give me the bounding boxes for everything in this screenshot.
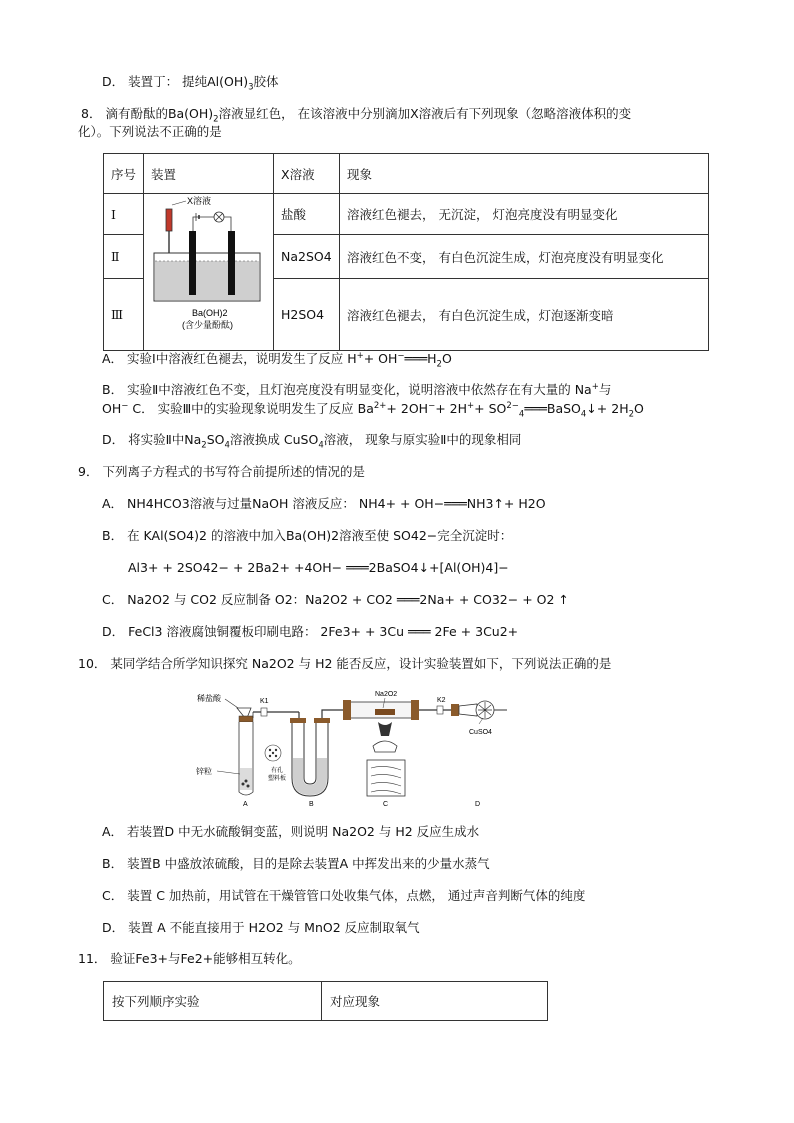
question-number: 11．	[78, 951, 107, 966]
subscript: 4	[318, 440, 324, 451]
option-text: + 2H	[435, 401, 467, 416]
stopper-icon	[239, 716, 253, 722]
header-cell: 现象	[340, 154, 709, 194]
x-solution-label: X溶液	[187, 195, 212, 206]
plate-label: 有孔	[271, 768, 284, 774]
table-header-row	[104, 982, 548, 1021]
option-label: A．	[102, 351, 124, 366]
option-text: 将实验Ⅱ中Na	[128, 432, 202, 447]
q7-option-d	[102, 73, 279, 91]
option-label: B．	[102, 528, 124, 543]
question-number: 8．	[81, 106, 102, 121]
option-text: 在 KAl(SO4)2 的溶液中加入Ba(OH)2溶液至使 SO42−完全沉淀时：	[127, 528, 513, 543]
q8-stem-line2: 化）。下列说法不正确的是	[78, 124, 222, 139]
table-header-row	[104, 154, 709, 194]
flame-icon	[378, 722, 392, 736]
q8-option-b	[102, 381, 611, 399]
option-text: ═══BaSO	[524, 401, 581, 416]
header-cell: 对应现象	[322, 982, 548, 1021]
acid-label: 稀盐酸	[197, 694, 221, 703]
stem-text: 下列离子方程式的书写符合前提所述的情况的是	[102, 464, 365, 479]
q10-stem	[78, 655, 611, 673]
label-a: A	[243, 801, 248, 808]
option-label: D．	[102, 624, 125, 639]
q11-stem	[78, 950, 301, 968]
superscript: −	[121, 400, 129, 411]
option-label: B．	[102, 382, 124, 397]
label-d: D	[475, 801, 481, 808]
q10-option-c	[102, 887, 585, 905]
option-text: NH4HCO3溶液与过量NaOH 溶液反应： NH4+ + OH−═══NH3↑+ H2O	[127, 496, 546, 511]
stem-text: 滴有酚酞的Ba(OH)	[105, 106, 214, 121]
row-number: Ⅱ	[104, 235, 144, 279]
option-text: 装置 C 加热前，用试管在干燥管管口处收集气体，点燃， 通过声音判断气体的纯度	[127, 888, 586, 903]
table-row	[104, 194, 709, 235]
option-label: D．	[102, 74, 125, 89]
option-text: 实验Ⅱ中溶液红色不变，且灯泡亮度没有明显变化，说明溶液中依然存在有大量的 Na	[127, 382, 592, 397]
option-text: + OH	[363, 351, 398, 366]
apparatus-cell	[144, 194, 274, 351]
q9-option-b	[102, 527, 512, 545]
k2-label: K2	[437, 697, 446, 704]
x-solution: Na2SO4	[274, 235, 340, 279]
solution-fill	[155, 261, 259, 300]
option-label: A．	[102, 824, 124, 839]
alcohol-lamp-icon	[373, 741, 397, 752]
plate-label: 塑料板	[268, 776, 287, 782]
option-text: 装置 A 不能直接用于 H2O2 与 MnO2 反应制取氧气	[128, 920, 420, 935]
stem-text: 溶液显红色， 在该溶液中分别滴加X溶液后有下列现象（忽略溶液体积的变	[218, 106, 632, 121]
q10-option-d	[102, 919, 420, 937]
k2-valve-icon	[437, 706, 443, 714]
header-cell: 装置	[144, 154, 274, 194]
phenomenon: 溶液红色褪去， 无沉淀， 灯泡亮度没有明显变化	[340, 194, 709, 235]
q8-option-d	[102, 431, 521, 449]
label-b: B	[309, 801, 314, 808]
option-text: 若装置D 中无水硫酸铜变蓝，则说明 Na2O2 与 H2 反应生成水	[127, 824, 480, 839]
q10-option-a	[102, 823, 479, 841]
option-text: OH	[102, 401, 122, 416]
option-text: 胶体	[253, 74, 279, 89]
option-text: + SO	[474, 401, 507, 416]
hydrogen-apparatus-diagram	[195, 688, 525, 810]
beaker-label: (含少量酚酞)	[182, 319, 233, 330]
zinc-label: 锌粒	[196, 767, 212, 776]
option-text: ═══H	[404, 351, 437, 366]
na2o2-sample	[375, 709, 395, 715]
option-label: D．	[102, 432, 125, 447]
electrode-icon	[228, 231, 235, 295]
subscript: 4	[518, 409, 525, 420]
k1-label: K1	[260, 698, 269, 705]
subscript: 2	[436, 359, 442, 370]
header-cell: X溶液	[274, 154, 340, 194]
subscript: 2	[201, 440, 207, 451]
stem-text: 验证Fe3+与Fe2+能够相互转化。	[110, 951, 301, 966]
superscript: 2−	[506, 400, 519, 411]
q9-option-b-equation: Al3+ + 2SO42− + 2Ba2+ +4OH− ═══2BaSO4↓+[Al(OH)4]−	[128, 560, 509, 575]
option-text: 实验Ⅰ中溶液红色褪去，说明发生了反应 H	[127, 351, 357, 366]
option-text: 实验Ⅲ中的实验现象说明发生了反应 Ba	[157, 401, 374, 416]
q9-option-c	[102, 591, 569, 609]
option-label: B．	[102, 856, 124, 871]
option-label: C．	[128, 401, 154, 416]
question-number: 9．	[78, 464, 99, 479]
row-number: Ⅰ	[104, 194, 144, 235]
q8-stem	[81, 105, 631, 123]
x-solution: H2SO4	[274, 279, 340, 351]
k1-valve-icon	[261, 708, 267, 716]
subscript: 4	[224, 440, 230, 451]
subscript: 3	[248, 82, 254, 93]
option-text: ↓+ 2H	[586, 401, 629, 416]
q9-option-d	[102, 623, 518, 641]
subscript: 2	[213, 114, 219, 125]
stem-text: 某同学结合所学知识探究 Na2O2 与 H2 能否反应，设计实验装置如下，下列说法正确的是	[110, 656, 612, 671]
phenomenon: 溶液红色褪去， 有白色沉淀生成，灯泡逐渐变暗	[340, 279, 709, 351]
option-text: 装置丁： 提纯Al(OH)	[128, 74, 249, 89]
q10-option-b	[102, 855, 490, 873]
superscript: +	[356, 350, 364, 361]
row-number: Ⅲ	[104, 279, 144, 351]
option-label: A．	[102, 496, 124, 511]
q9-stem	[78, 463, 365, 481]
subscript: 2	[628, 409, 635, 420]
q8-table	[103, 153, 709, 351]
superscript: −	[428, 400, 436, 411]
dropper-bulb-icon	[166, 209, 172, 231]
option-text: 装置B 中盛放浓硫酸，目的是除去装置A 中挥发出来的少量水蒸气	[127, 856, 490, 871]
label-c: C	[383, 801, 389, 808]
drying-tube-icon	[459, 704, 477, 716]
beaker-label: Ba(OH)2	[192, 307, 228, 318]
q8-option-b-c-line	[102, 400, 644, 418]
option-label: C．	[102, 592, 124, 607]
cuso4-label: CuSO4	[469, 729, 492, 736]
option-text: Na2O2 与 CO2 反应制备 O2：Na2O2 + CO2 ═══2Na+ + CO32− + O2 ↑	[127, 592, 569, 607]
q10-apparatus-figure	[195, 688, 525, 813]
option-label: D．	[102, 920, 125, 935]
conductivity-apparatus-diagram	[144, 195, 274, 347]
phenomenon: 溶液红色不变， 有白色沉淀生成，灯泡亮度没有明显变化	[340, 235, 709, 279]
superscript: +	[591, 381, 599, 392]
header-cell: 按下列顺序实验	[104, 982, 322, 1021]
superscript: +	[467, 400, 475, 411]
option-text: SO	[206, 432, 225, 447]
option-text: O	[441, 351, 452, 366]
q11-table	[103, 981, 548, 1021]
option-text: O	[634, 401, 644, 416]
superscript: −	[397, 350, 405, 361]
header-cell: 序号	[104, 154, 144, 194]
superscript: 2+	[373, 400, 387, 411]
option-text: + 2OH	[386, 401, 429, 416]
q9-option-a	[102, 495, 546, 513]
option-text: 溶液， 现象与原实验Ⅱ中的现象相同	[323, 432, 522, 447]
option-label: C．	[102, 888, 124, 903]
option-text: 溶液换成 CuSO	[229, 432, 319, 447]
electrode-icon	[189, 231, 196, 295]
q8-option-a	[102, 350, 452, 368]
x-solution: 盐酸	[274, 194, 340, 235]
option-text: FeCl3 溶液腐蚀铜覆板印刷电路： 2Fe3+ + 3Cu ═══ 2Fe + 3Cu2+	[128, 624, 519, 639]
subscript: 4	[580, 409, 587, 420]
na2o2-label: Na2O2	[375, 691, 398, 698]
option-text: 与	[598, 382, 612, 397]
question-number: 10．	[78, 656, 107, 671]
